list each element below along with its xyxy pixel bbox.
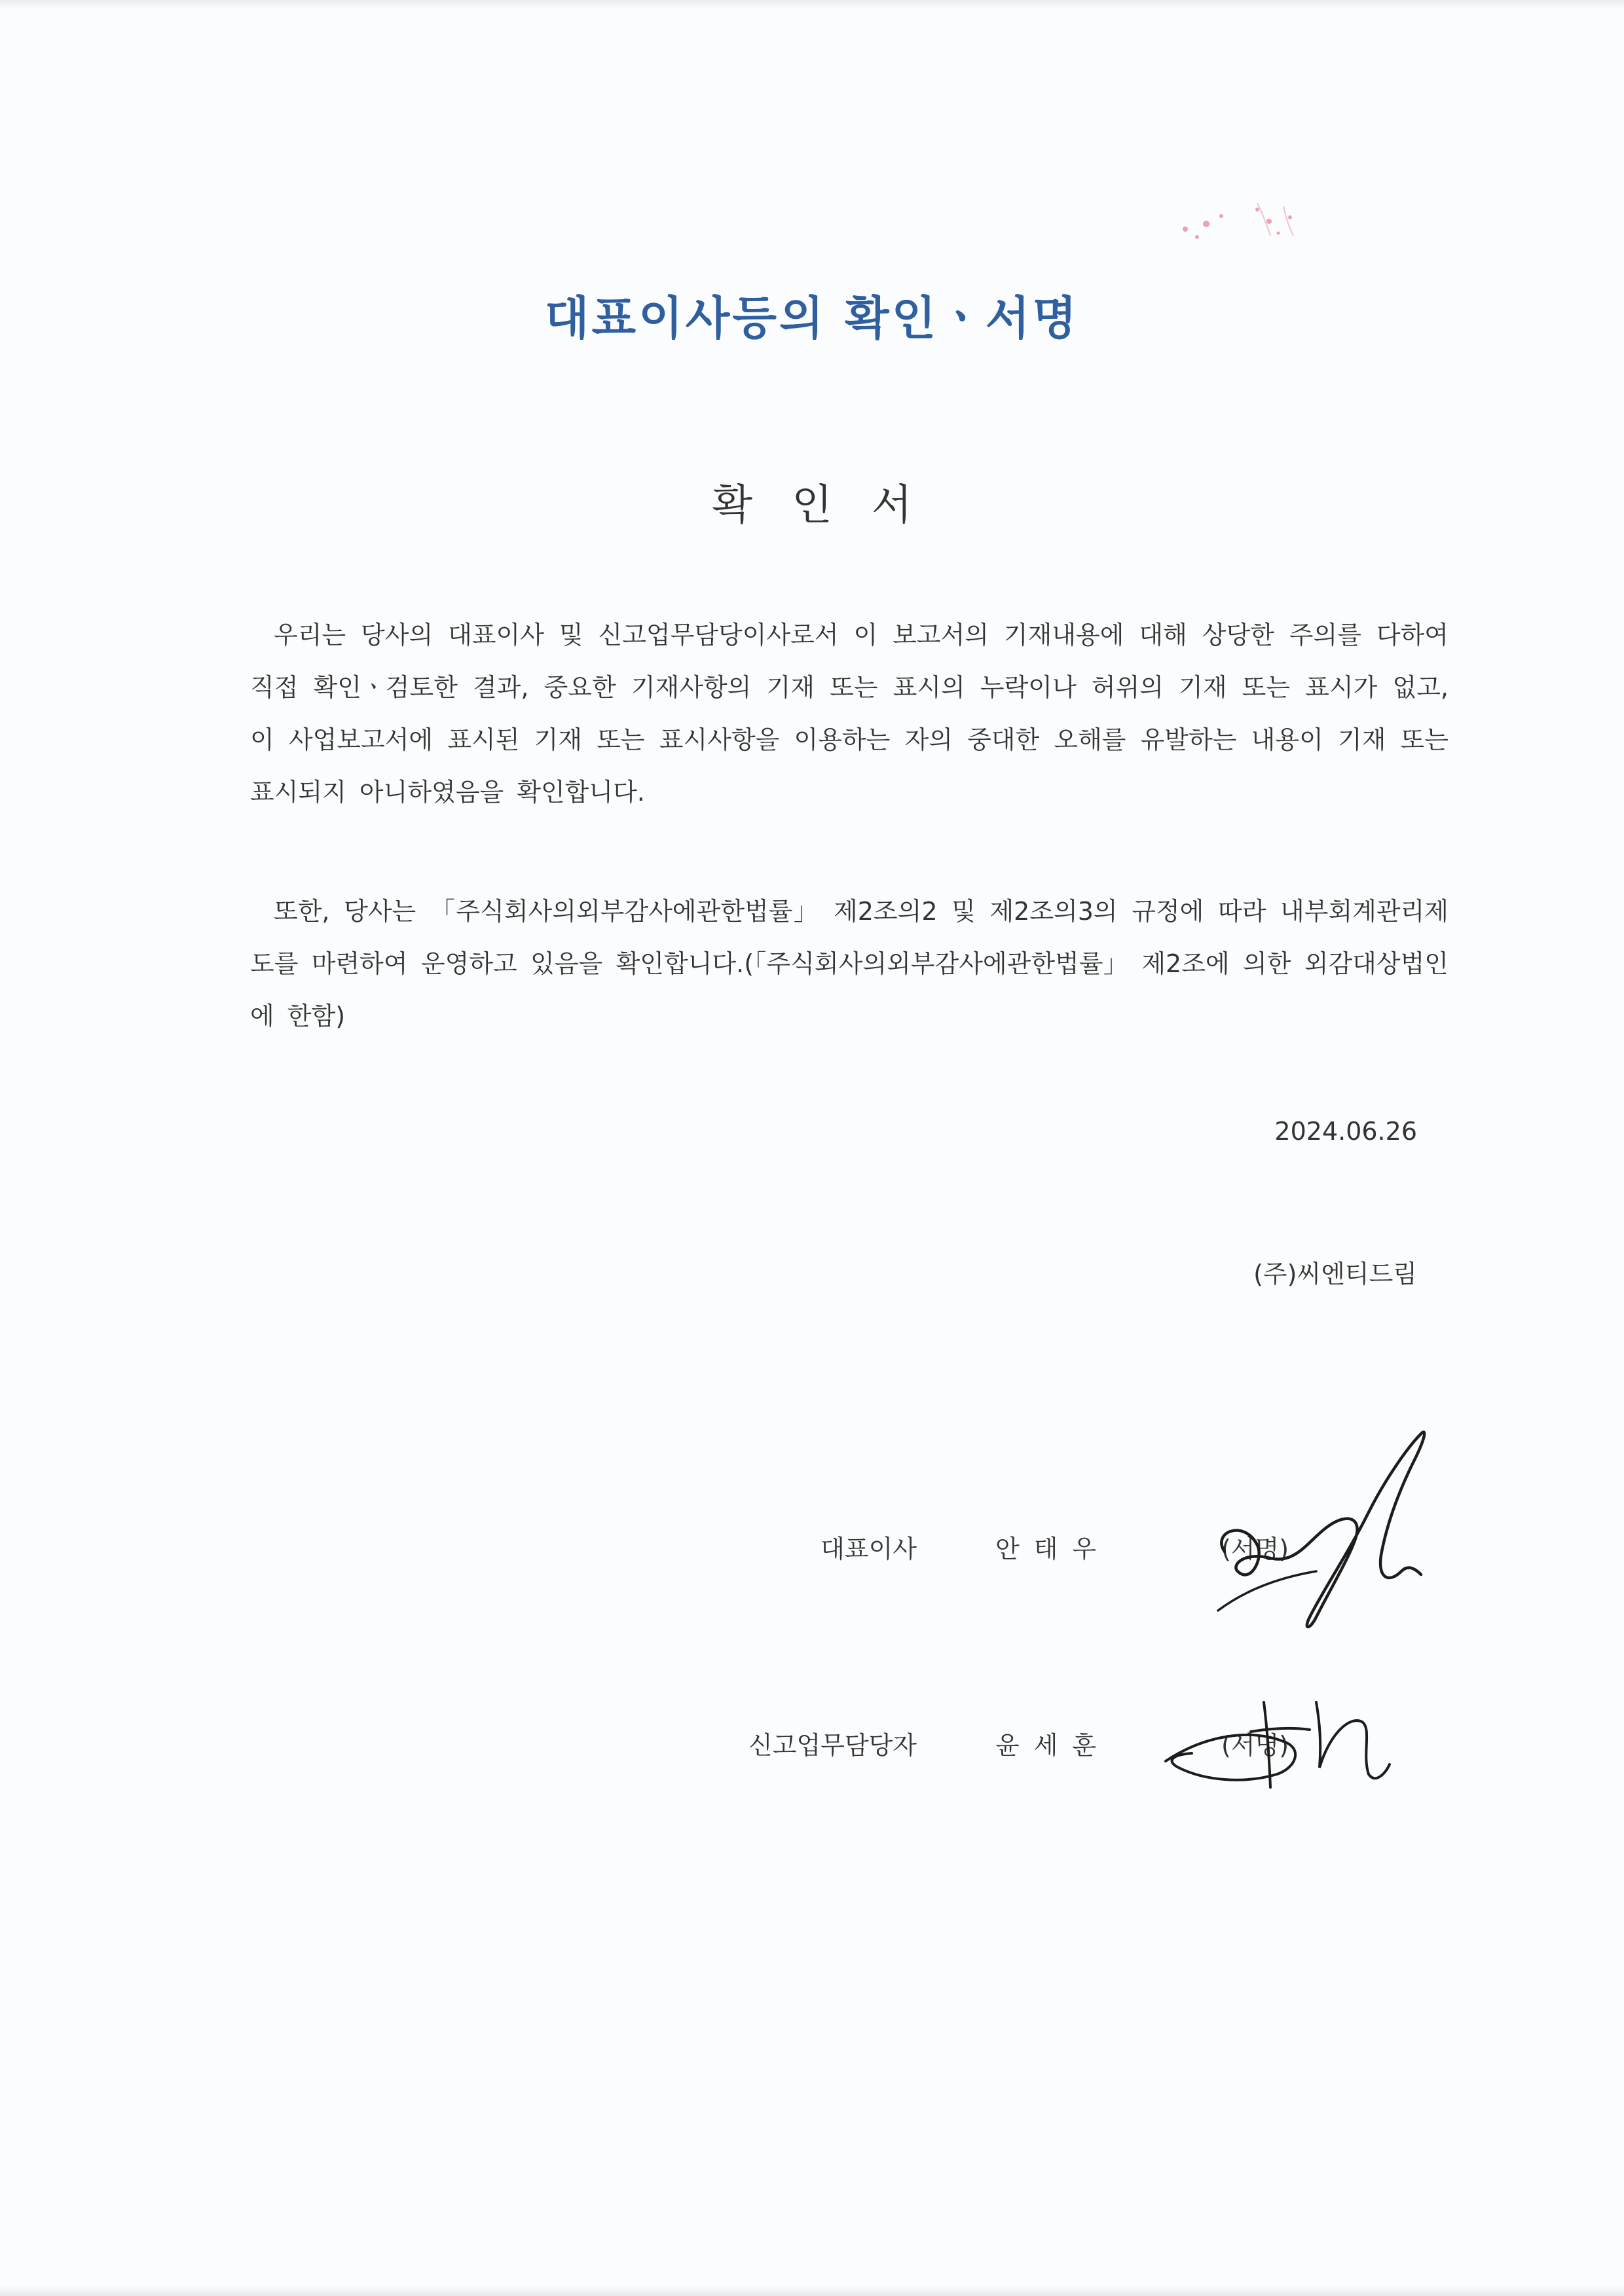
internal-control-paragraph: 또한, 당사는 「주식회사의외부감사에관한법률」 제2조의2 및 제2조의3의 규정에 따라 내부회계관리제도를 마련하여 운영하고 있음을 확인합니다.(「주식회사의외부감사에관한법률」 제2조에 의한 외감대상법인에 한함)	[250, 897, 1449, 1030]
signature-label: (서명)	[1221, 1535, 1289, 1563]
main-title: 대표이사등의 확인ㆍ서명	[544, 291, 1080, 345]
confirmation-paragraph: 우리는 당사의 대표이사 및 신고업무담당이사로서 이 보고서의 기재내용에 대해 상당한 주의를 다하여 직접 확인ㆍ검토한 결과, 중요한 기재사항의 기재 또는 표시의 누락이나 허위의 기재 또는 표시가 없고, 이 사업보고서에 표시된 기재 또는 표시사항을 이용하는 자의 중대한 오해를 유발하는 내용이 기재 또는 표시되지 아니하였음을 확인합니다.	[250, 621, 1449, 807]
signatory-role: 신고업무담당자	[748, 1731, 917, 1760]
company-name: (주)씨엔티드림	[1253, 1260, 1417, 1288]
officer-signature	[1153, 1676, 1401, 1807]
document-date: 2024.06.26	[1274, 1117, 1417, 1146]
scan-edge-top	[0, 0, 1624, 9]
signatory-name: 윤세훈	[995, 1731, 1111, 1760]
signatory-role: 대표이사	[821, 1535, 917, 1563]
ceo-signature	[1198, 1421, 1447, 1669]
signatory-name: 안태우	[995, 1535, 1111, 1563]
scan-edge-bottom	[0, 2286, 1624, 2296]
stamp-smudge	[1159, 190, 1310, 262]
sub-title: 확인서	[712, 481, 951, 530]
signature-label: (서명)	[1221, 1731, 1289, 1760]
